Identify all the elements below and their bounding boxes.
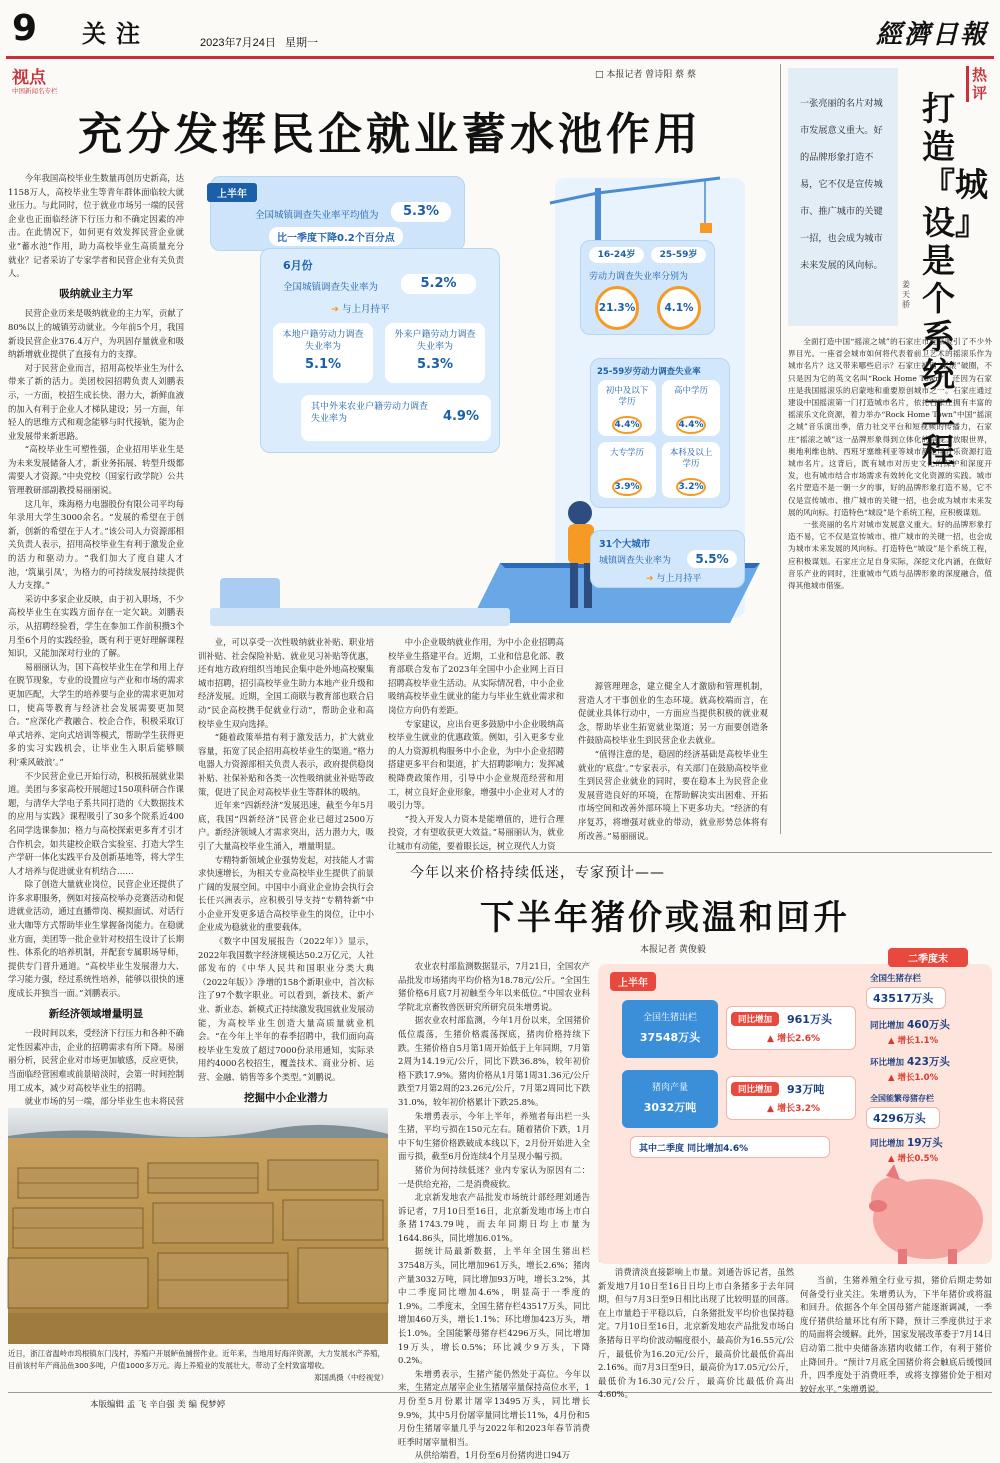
fish-farm-photo — [8, 1108, 388, 1344]
local-box: 本地户籍劳动力调查失业率为 5.1% — [273, 323, 373, 383]
sow-value: 4296万头 — [866, 1107, 940, 1129]
slaughter-inc-card: 同比增加 961万头 ▲ 增长2.6% — [726, 1006, 856, 1050]
column-divider — [780, 64, 781, 834]
edu-item-label: 本科及以上学历 — [669, 448, 713, 469]
article-paragraph: 专精特新领域企业强势发起，对技能人才需求快速增长，为相关专业高校毕业生提供了前景广阔的发展空间。中国中小商业企业协会执行会长任兴洲表示，应积极引导支持“专精特新”中小企业开发更多适合高校毕业生的岗位，让中小企业成为稳就业的重要载体。 — [198, 854, 374, 933]
right-arrow-icon: ➜ — [646, 574, 654, 584]
pig-paragraph: 消费清淡直接影响上市量。刘通告诉记者，虽然新发地7月10日至16日日均上市白条猪多于去年同期，但与7月3日至9日相比出现了比较明显的回落。在上市量趋于平稳以后，白条猪批发平均价也保持稳定。7月10日至16日，北京新发地农产品批发市场白条猪每日平均价波动幅度很小，最高价为16.55元/公斤，最低价为16.20元/公斤，最高价比最低价高出2.16%。而7月3日至9日，最高价为17.05元/公斤，最低价为16.30元/公斤，最高价比最低价高出4.60%。 — [598, 1266, 794, 1400]
article-paragraph: 不少民营企业已开始行动，积极拓展就业渠道。美团与多家高校开展超过150项科研合作课题，与清华大学电子系共同打造的《大数据技术的应用与实践》课程吸引了30多个院系近400名同学选课参加；格力与高校探索更多育才引才合作机会，如共建校企联合实验室、打造大学生产学研一体化实践平台及创新基地等，将大学生人才培养与促进就业有机结合…… — [8, 770, 184, 876]
migrant-box: 外来户籍劳动力调查失业率为 5.3% — [385, 323, 485, 383]
edu-item-value: 4.4% — [676, 416, 706, 434]
age-25-59: 25-59岁 — [651, 247, 706, 263]
edu-item-value: 4.4% — [612, 416, 642, 434]
up-arrow-icon: ▲ — [767, 1034, 774, 1044]
article-col-3 — [388, 636, 564, 851]
pig-headline: 下半年猪价或温和回升 — [480, 898, 850, 938]
pig-paragraph: 农业农村部监测数据显示，7月21日，全国农产品批发市场猪肉平均价格为18.78元/公斤。“全国生猪价格6月底7月初触至今年以来低位。”中国农业科学院北京畜牧兽医研究所研究员朱增勇说。 — [398, 961, 590, 1012]
pig-h1-tag: 上半年 — [610, 972, 656, 991]
pig-q2-tag: 二季度末 — [888, 948, 968, 967]
article-paragraph: 采访中多家企业反映，由于初入职场，不少高校毕业生在实践方面存在一定欠缺。刘鹏表示，从招聘经验看，学生在参加工作前积攒3个月至6个月的实践经验，既有利于更好理解课程知识，又能加深对行业的了解。 — [8, 593, 184, 659]
q1-compare: 比一季度下降0.2个百分点 — [269, 227, 403, 246]
age-16-24-value: 21.3% — [595, 286, 639, 330]
stock-column: 全国生猪存栏 43517万头 同比增加 460万头 ▲ 增长1.1% 环比增加 423万头 ▲ 增长1.0% 全国能繁母猪存栏 4296万头 同比增加 19万头 ▲ 增长0.5% — [866, 972, 984, 1222]
subhead-3: 挖掘中小企业潜力 — [244, 1091, 328, 1104]
pig-paragraph: 当前，生猪养殖全行业亏损，猪价后期走势如何备受行业关注。朱增勇认为，下半年猪价或将温和回升。依据各个年全国母猪产能逐渐调减，一季度仔猪供给量环比有所下降，预计三季度供过于求的局面将会缓解。此外，国家发展改革委于7月14日启动第二批中央储备冻猪肉收储工作，有利于猪价止降回升。“预计7月底全国猪价将会触底后缓慢回升，四季度处于消费旺季，或将支撑猪价处于相对较好水平。”朱增勇说。 — [800, 1275, 992, 1394]
article-paragraph: 专家建议，应出台更多鼓励中小企业吸纳高校毕业生就业的优惠政策。例如，引入更多专业的人力资源机构服务中小企业，为中小企业招聘搭建更多平台和渠道，扩大招聘影响力；发挥减税降费政策作用，引导中小企业规范经营和用工，树立良好企业形象，增强中小企业对人才的吸引力等。 — [388, 718, 564, 811]
pig-byline: 本报记者 黄俊毅 — [640, 945, 706, 955]
viewpoint-tag: 视点 — [12, 68, 46, 88]
article-col-2 — [198, 636, 374, 1102]
edu-item — [598, 442, 656, 498]
june-flat: ➜ 与上月持平 — [331, 304, 390, 315]
city-rate-label: 城镇调查失业率为 — [599, 556, 672, 566]
slaughter-card: 全国生猪出栏 37548万头 — [622, 1000, 718, 1058]
up-arrow-icon: ▲ — [767, 1104, 774, 1114]
article-paragraph: 除了创造大量就业岗位，民营企业还提供了许多求职服务，例如对接高校举办竞赛活动和促进就业活动，通过直播带岗、模拟面试、对话行业大咖等方式帮助毕业生掌握备岗能力。在稳就业方面，美团等一批企业针对校招生设计了长期性、体系化的培养机制，并配套专属职场导师，提供专门晋升通道。“高校毕业生发展潜力大、学习能力强，经过系统性培养，能够以很快的速度成长并独当一面。”刘鹏表示。 — [8, 879, 184, 999]
edu-item-value: 3.9% — [612, 478, 642, 496]
subhead-2: 新经济领域增量明显 — [48, 1007, 144, 1020]
article-paragraph: 近年来“四新经济”发展迅速，截至今年5月底，我国“四新经济”民营企业已超过2500万户。新经济领域人才需求突出，活力潜力大，吸引了大量高校毕业生涌入，增量明显。 — [198, 800, 374, 851]
edu-item — [662, 380, 720, 436]
hot-comment-headline: 打造『城设』是个系统工程 — [922, 89, 988, 470]
article-paragraph: 这几年，珠海格力电器股份有限公司平均每年录用大学生3000余名。“发展的希望在于创新，创新的希望在于人才。”该公司人力资源部相关负责人表示，招用高校毕业生有利于激发企业的活力和驱动力。“我们加大了度自建人才池，‘筑巢引凤’，为格力的可持续发展持续提供人力支撑。” — [8, 498, 184, 591]
page-number: 9 — [12, 8, 38, 49]
article-paragraph: 源管理理念，建立健全人才激励和管理机制，营造人才干事创业的生态环境。就高校端而言，在促就业具体行动中，一方面应当提供积极的就业观念，帮助毕业生拓宽就业渠道；另一方面要创造条件鼓励高校毕业生到民营企业去就业。 — [578, 681, 768, 746]
photo-caption: 近日，浙江省温岭市坞根镇东门浅村，养殖户开展鲈鱼捕捞作业。近年来，当地用好海洋资源，大力发展水产养殖，目前该村年产商品鱼300多吨，户值1000多万元。海上养殖业的发展壮大，带动了全村致富增收。 郑国禹摄（中经视觉） — [8, 1349, 388, 1382]
q2-inc-card: 其中二季度 同比增加4.6% — [630, 1136, 830, 1158]
article-paragraph: 就业市场的另一端，部分毕业生也未将民营 — [24, 1096, 184, 1107]
article-paragraph: “随着政策举措有利于激发活力，扩大就业容量，拓宽了民企招用高校毕业生的渠道。”格力电器人力资源部相关负责人表示，政府提供稳岗补贴、社保补贴和各类一次性吸纳就业补贴等政策，促进了民企对高校毕业生等群体的吸纳。 — [198, 732, 374, 797]
edu-item-label: 大专学历 — [609, 448, 644, 458]
photo-credit: 郑国禹摄（中经视觉） — [314, 1373, 388, 1382]
june-tag: 6月份 — [283, 259, 313, 272]
edu-item — [598, 380, 656, 436]
city-label: 31个大城市 — [599, 539, 651, 550]
pig-paragraph: 朱增勇表示，今年上半年，养殖者每出栏一头生猪，平均亏损在150元左右。随着猪价下跌，1月中下旬生猪价格跌破成本线以下，2月份开始进入全面亏损，截至6月份连续4个月呈现小幅亏损。 — [398, 1110, 590, 1162]
main-headline: 充分发挥民企就业蓄水池作用 — [78, 109, 702, 160]
edu-item-value: 3.2% — [676, 478, 706, 496]
city-flat: ➜ 与上月持平 — [646, 574, 702, 584]
age-panel — [580, 240, 715, 335]
pig-paragraph: 据统计局最新数据，上半年全国生猪出栏37548万头，同比增加961万头，增长2.6%；猪肉产量3032万吨，同比增加93万吨，增长3.2%，其中二季度同比增加4.6%，明显高于一季度的1.9%。二季度末，全国生猪存栏43517万头，同比增加460万头，增长1.1%；环比增加423万头，增长1.0%。全国能繁母猪存栏4296万头，同比增加19万头，增长0.5%；环比减少9万头，下降0.2%。 — [398, 1246, 590, 1366]
pig-col-3 — [800, 1274, 992, 1394]
article-paragraph: “值得注意的是，稳固的经济基础是高校毕业生就业的‘底盘’。”专家表示，有关部门在鼓励高校毕业生到民营企业就业的同时，要在稳本上为民营企业发展营造良好的环境，在帮助解决实出困难、开拓市场空间和改善外部环境上下更多功夫。“经济的有序复苏，将增强对就业的带动，就业形势总体将有所改善。”易丽丽说。 — [578, 748, 768, 841]
hot-comment-body: 全面打造中国“摇滚之城”的石家庄市近来吸引了不少外界目光。一座省会城市如何将代表着前卫艺术的摇滚乐作为城市名片？这又带来哪些启示？石家庄被用“摇滚”破圈，不只是因为它的英文名叫“Rock Home Town”，还因为石家庄是我国摇滚乐的启蒙地和重要原创城市之一。石家庄通过建设中国摇滚第一门打造城市名片，依托石家庄拥有丰富的摇滚乐文化资源，着力举办“Rock Home Town”中国“摇滚之城”音乐演出季，借力社交平台和短视频的传播力，石家庄“摇滚之城”这一品牌形象得到立体化的呈现。放眼世界，奥地利维也纳、西班牙塞维利亚等城市都是用音乐资源打造城市名片。这背后，既有城市对历史文化的保护和深度开发，也有城市结合市场需求有效转化文化资源的实践。城市名片塑造不是一朝一夕的事，好的品牌形象打造不易，它不仅是宣传城市、推广城市的关键一招，也会成为城市未来发展的风向标。打造特色“城设”是个系统工程，应积极谋划。 一张亮丽的名片对城市发展意义重大。好的品牌形象打造不易，它不仅是宣传城市、推广城市的关键一招，也会成为城市未来发展的风向标。打造特色“城设”是个系统工程，应积极谋划。石家庄立足自身实际，深挖文化内涵，在做好音乐产业的同时，注重城市气质与品牌形象的深度融合，值得其他城市借鉴。 — [788, 337, 992, 591]
section-1 — [8, 307, 184, 1000]
article-paragraph: “高校毕业生可塑性强，企业招用毕业生是为未来发展储备人才，新业务拓展、转型升级都需要人才资源。”中央党校（国家行政学院）公共管理教研部副教授易丽丽说。 — [8, 444, 184, 496]
june-panel — [260, 248, 500, 453]
edu-item-label: 高中学历 — [673, 386, 708, 396]
stock-value: 43517万头 — [866, 987, 946, 1009]
age-25-59-value: 4.1% — [657, 286, 701, 330]
article-paragraph: 中小企业吸纳就业作用，为中小企业招聘高校毕业生搭建平台。近期，工业和信息化部、教育部联合发布了2023年全国中小企业网上百日招聘高校毕业生活动。从实际情况看，中小企业吸纳高校毕业生就业的能力与毕业生就业需求和岗位方向仍有差距。 — [388, 637, 564, 715]
june-rate-value: 5.2% — [401, 274, 476, 294]
article-paragraph: 易丽丽认为，国下高校毕业生在学和用上存在脱节现象，专业的设置应与产业和市场的需求更加匹配，大学生的培养要与企业的需求更加对口，使高等教育与经济社会发展需要更加契合。“应深化产教融合、校企合作，积极采取订单式培养、定向式培训等模式，帮助学生获得更多的实习实践机会，让毕业生入职后能够顺利‘乘风破浪’。” — [8, 661, 184, 767]
article-paragraph: “投入开发人力资本是能增值的，进行合理投资，才有望收获更大效益。”易丽丽认为，就业让城市有动能，要着眼长远，树立现代人力资 — [388, 813, 564, 851]
pig-kicker: 今年以来价格持续低迷，专家预计—— — [410, 865, 665, 881]
article-paragraph: 对于民营企业而言，招用高校毕业生为什么带来了新的活力。美团校园招聘负责人刘鹏表示，一方面，校招生成长快、潜力大，新鲜血液的加入有利于企业人才梯队建设；另一方面，年轻人的思维方式和观念能够与时代接轨，能为企业发展带来新思路。 — [8, 362, 184, 441]
first-half-tag: 上半年 — [207, 183, 257, 202]
city-panel — [590, 530, 745, 588]
byline: □ 本报记者 曾诗阳 蔡 蔡 — [595, 70, 696, 80]
pork-card: 猪肉产量 3032万吨 — [622, 1070, 718, 1128]
age-16-24: 16-24岁 — [589, 247, 644, 263]
article-col-4 — [578, 680, 768, 846]
agri-box: 其中外来农业户籍劳动力调查失业率为 4.9% — [301, 395, 491, 441]
hot-comment-author: 姜天骄 — [902, 280, 910, 309]
pig-paragraph: 朱增勇表示，生猪产能仍然处于高位。今年以来，生猪定点屠宰企业生猪屠宰量保持高位水平，1月份至5月份累计屠宰13495万头，同比增长9.9%，其中5月份屠宰量同比增长11%，4月份和5月份生猪屠宰量几乎与2022年和2023年春节消费旺季时屠宰量相当。 — [398, 1368, 590, 1447]
age-rate-label: 劳动力调查失业率分别为 — [589, 272, 689, 282]
employment-infographic — [200, 168, 770, 633]
footer-editors: 本版编辑 孟 飞 辛自强 美 编 倪梦婷 — [90, 1400, 226, 1410]
hot-comment-quote-box — [788, 68, 898, 326]
viewpoint-tag-sub: 中国新闻名专栏 — [12, 87, 58, 95]
pig-section-rule — [396, 852, 992, 853]
pig-paragraph: 猪价为何持续低迷？业内专家认为原因有二：一是供给充裕，二是消费疲软。 — [398, 1164, 590, 1189]
june-rate-label: 全国城镇调查失业率为 — [283, 282, 379, 293]
edu-item-label: 初中及以下学历 — [605, 386, 649, 407]
hot-comment-tag: 热评 — [966, 66, 988, 102]
subhead-1: 吸纳就业主力军 — [59, 287, 133, 300]
article-paragraph: 一段时间以来，受经济下行压力和各种不确定性因素冲击，企业的招聘需求有所下降。易丽丽分析，民营企业对市场更加敏感，反应更快，当面临经营困难或前景暗淡时，会第一时间控制用工成本，减少对高校毕业生的招聘。 — [8, 1028, 184, 1093]
pig-paragraph: 北京新发地农产品批发市场统计部经理刘通告诉记者，7月10日至16日，北京新发地市场上市白条猪1743.79吨，而去年同期日均上市量为1644.86头，同比增加6.01%。 — [398, 1192, 590, 1243]
pig-paragraph: 从供给端看，1月份至6月份猪肉进口94万 — [414, 1450, 571, 1461]
pork-inc-card: 同比增加 93万吨 ▲ 增长3.2% — [726, 1076, 856, 1120]
up-arrow-icon: ▲ — [888, 1073, 895, 1083]
national-rate-label: 全国城镇调查失业率平均值为 — [255, 210, 379, 221]
pig-infographic — [598, 944, 992, 1272]
edu-title: 25-59岁劳动力调查失业率 — [597, 367, 701, 377]
edu-item — [662, 442, 720, 498]
issue-date: 2023年7月24日 星期一 — [200, 37, 318, 49]
photo-illustration — [8, 1108, 388, 1344]
pig-paragraph: 据农业农村部监测，今年1月份以来，全国猪价低位震荡，生猪价格震荡探底，猪肉价格持续下跌。生猪价格自5月第1周开始低于上年同期，7月第2周为14.19元/公斤，同比下跌36.8%，较年初价格下跌17.9%。猪肉价格从1月第1周31.36元/公斤跌至7月第2周的23.26元/公斤，7月第2周同比下跌31.0%，较年初价格累计下跌25.8%。 — [398, 1015, 590, 1107]
right-arrow-icon: ➜ — [331, 304, 339, 315]
article-paragraph: 业，可以享受一次性吸纳就业补贴、职业培训补贴、社会保险补贴、就业见习补贴等优惠，还有地方政府组织当地民企集中赴外地高校聚集城市招聘，招引高校毕业生助力本地产业升级和经济发展。近期，全国工商联与教育部也联合启动“民企高校携手促就业行动”，帮助企业和高校毕业生双向选择。 — [198, 637, 374, 729]
pig-col-1 — [398, 960, 590, 1461]
up-arrow-icon: ▲ — [888, 1154, 895, 1164]
header-rule — [6, 56, 994, 59]
paper-masthead: 經濟日報 — [875, 20, 988, 50]
article-col-1 — [8, 172, 184, 1107]
article-paragraph: 《数字中国发展报告（2022年）》显示，2022年我国数字经济规模达50.2万亿元，人社部发布的《中华人民共和国职业分类大典（2022年版）》净增的158个新职业中，首次标注了97个数字职业。可以看到，新技术、新产业、新业态、新模式正持续激发我国就业发展动能，为高校毕业生创造大量高质量就业机会。“在今年上半年的春季招聘中，我们面向高校毕业生发放了超过7000份录用通知，实际录用约4000名校招生，覆盖技术、商业分析、运营、金融、销售等多个类型。”刘鹏说。 — [198, 936, 374, 1082]
first-half-panel — [210, 176, 465, 251]
section-name: 关注 — [82, 19, 150, 48]
national-rate-value: 5.3% — [391, 202, 451, 222]
up-arrow-icon: ▲ — [888, 1036, 895, 1046]
article-paragraph: 民营企业历来是吸纳就业的主力军，贡献了80%以上的城镇劳动就业。今年前5个月，我国新设民营企业376.4万户，为巩固存量就业和吸纳新增就业提供了直接有力的支撑。 — [8, 308, 184, 360]
city-value: 5.5% — [687, 550, 737, 568]
article-intro: 今年我国高校毕业生数量再创历史新高，达1158万人，高校毕业生等青年群体面临较大就业压力。与此同时，位于就业市场另一端的民营企业也正面临经济下行压力和不确定因素的冲击。在此情况下，如何更有效发挥民营企业就业“蓄水池”作用，助力高校毕业生高质量充分就业？记者采访了专家学者和民营企业有关负责人。 — [8, 173, 184, 279]
hot-comment-quote: 一张亮丽的名片对城市发展意义重大。好的品牌形象打造不易，它不仅是宣传城市、推广城市的关键一招，也会成为城市未来发展的风向标。 — [800, 98, 883, 271]
